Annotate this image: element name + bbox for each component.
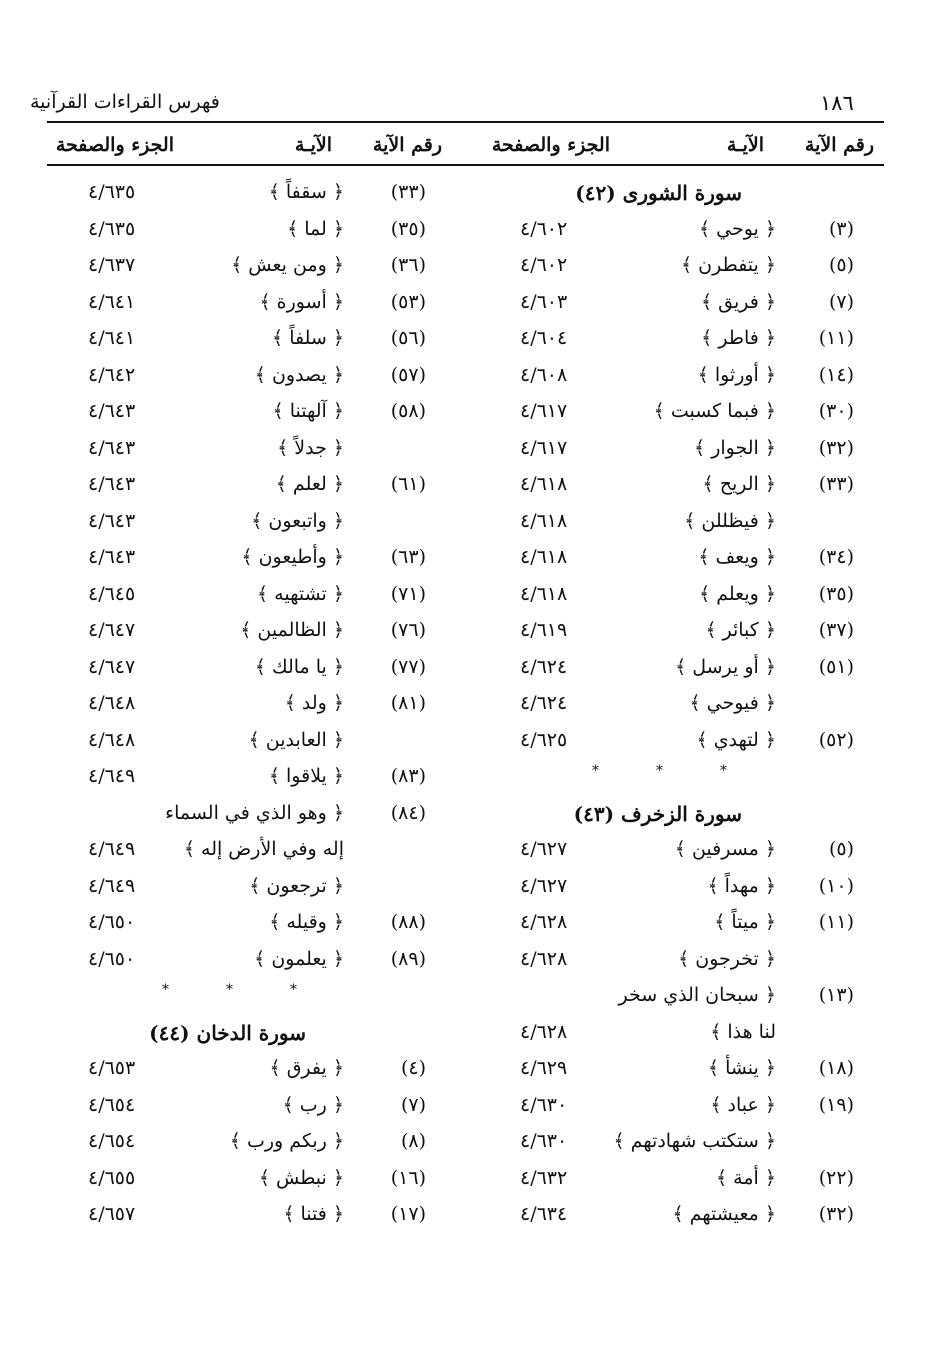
verse-number: (٧) bbox=[828, 290, 854, 313]
verse-text: ﴿ آلهتنا ﴾ bbox=[272, 400, 344, 422]
separator-asterisk: * bbox=[720, 763, 727, 779]
index-row bbox=[0, 364, 946, 398]
verse-number: (٥) bbox=[828, 838, 854, 860]
index-row bbox=[0, 948, 946, 982]
surah-heading-row bbox=[0, 1021, 946, 1055]
index-row bbox=[0, 327, 946, 361]
part-page-ref: ٤/٦٣٠ bbox=[520, 1093, 568, 1116]
verse-number: (٥٢) bbox=[818, 728, 854, 751]
verse-text: ﴿ سقفاً ﴾ bbox=[268, 181, 344, 203]
part-page-ref: ٤/٦٤٧ bbox=[88, 619, 136, 641]
part-page-ref: ٤/٦٢٨ bbox=[520, 911, 568, 933]
part-page-ref: ٤/٦٢٨ bbox=[520, 947, 568, 970]
verse-text: ﴿ تخرجون ﴾ bbox=[678, 947, 776, 970]
part-page-ref: ٤/٦٣٥ bbox=[88, 181, 136, 203]
verse-text: ﴿ ترجعون ﴾ bbox=[249, 874, 344, 897]
index-row bbox=[0, 1094, 946, 1128]
verse-text: ﴿ تشتهيه ﴾ bbox=[257, 582, 344, 605]
verse-number: (٨٣) bbox=[390, 765, 426, 787]
part-page-ref: ٤/٦٥٧ bbox=[88, 1203, 136, 1225]
verse-number: (٥٦) bbox=[390, 327, 426, 349]
verse-text: ﴿ يفرق ﴾ bbox=[269, 1057, 344, 1079]
verse-text: ﴿ يعلمون ﴾ bbox=[254, 947, 344, 970]
separator-asterisk: * bbox=[656, 763, 663, 779]
verse-text: ﴿ وأطيعون ﴾ bbox=[241, 546, 344, 568]
surah-title: سورة الزخرف (٤٣) bbox=[573, 801, 742, 826]
verse-text: ﴿ لما ﴾ bbox=[287, 217, 344, 240]
part-page-ref: ٤/٦٢٤ bbox=[520, 655, 568, 678]
part-page-ref: ٤/٦٠٢ bbox=[520, 217, 568, 240]
index-row bbox=[0, 911, 946, 945]
part-page-ref: ٤/٦٤٩ bbox=[88, 874, 136, 897]
verse-text: ﴿ سبحان الذي سخر bbox=[618, 984, 776, 1006]
part-page-ref: ٤/٦١٧ bbox=[520, 400, 568, 422]
index-row bbox=[0, 400, 946, 434]
part-page-ref: ٤/٦٢٨ bbox=[520, 1020, 568, 1043]
part-page-ref: ٤/٦٣٥ bbox=[88, 217, 136, 240]
verse-text: ﴿ فبما كسبت ﴾ bbox=[653, 400, 776, 422]
verse-number: (١٩) bbox=[818, 1093, 854, 1116]
col-header-part-page-left: الجزء والصفحة bbox=[55, 134, 174, 156]
index-row bbox=[0, 692, 946, 726]
verse-text: ﴿ ويعف ﴾ bbox=[698, 546, 776, 568]
verse-text: ﴿ وهو الذي في السماء bbox=[165, 801, 344, 824]
verse-text: ﴿ وقيله ﴾ bbox=[269, 911, 344, 933]
verse-number: (٨) bbox=[400, 1130, 426, 1152]
part-page-ref: ٤/٦٤١ bbox=[88, 290, 136, 313]
verse-text: ﴿ ربكم ورب ﴾ bbox=[229, 1130, 344, 1152]
surah-title: سورة الدخان (٤٤) bbox=[149, 1020, 306, 1045]
part-page-ref: ٤/٦٤٣ bbox=[88, 400, 136, 422]
index-row bbox=[0, 546, 946, 580]
verse-number: (١٧) bbox=[390, 1203, 426, 1225]
verse-number: (٦١) bbox=[390, 473, 426, 495]
part-page-ref: ٤/٦٤٥ bbox=[88, 582, 136, 605]
verse-number: (٨٩) bbox=[390, 947, 426, 970]
index-row bbox=[0, 1130, 946, 1164]
col-header-verse-right: الآيـة bbox=[726, 134, 764, 156]
part-page-ref: ٤/٦٢٧ bbox=[520, 838, 568, 860]
verse-text: ﴿ واتبعون ﴾ bbox=[251, 509, 344, 532]
verse-number: (٧٦) bbox=[390, 619, 426, 641]
separator-asterisk: * bbox=[162, 982, 169, 998]
verse-number: (٧) bbox=[400, 1093, 426, 1116]
index-row bbox=[0, 802, 946, 836]
verse-text: ﴿ مهداً ﴾ bbox=[707, 874, 776, 897]
index-row bbox=[0, 838, 946, 872]
verse-text: ﴿ فيظللن ﴾ bbox=[684, 509, 776, 532]
index-row bbox=[0, 583, 946, 617]
verse-text: ﴿ ميتاً ﴾ bbox=[714, 911, 776, 933]
verse-number: (٥٨) bbox=[390, 400, 426, 422]
verse-number: (٣٤) bbox=[818, 546, 854, 568]
verse-text: ﴿ أسورة ﴾ bbox=[259, 290, 344, 313]
verse-text: ﴿ أمة ﴾ bbox=[716, 1166, 776, 1189]
verse-text: لنا هذا ﴾ bbox=[710, 1020, 776, 1043]
verse-number: (٣٠) bbox=[818, 400, 854, 422]
index-row bbox=[0, 218, 946, 252]
part-page-ref: ٤/٦٠٢ bbox=[520, 254, 568, 276]
index-row bbox=[0, 473, 946, 507]
verse-number: (١٣) bbox=[818, 984, 854, 1006]
index-row bbox=[0, 181, 946, 215]
part-page-ref: ٤/٦٣٠ bbox=[520, 1130, 568, 1152]
verse-number: (٨٤) bbox=[390, 801, 426, 824]
part-page-ref: ٤/٦١٧ bbox=[520, 436, 568, 459]
running-title: فهرس القراءات القرآنية bbox=[30, 91, 220, 113]
separator-asterisk: * bbox=[290, 982, 297, 998]
verse-number: (١٤) bbox=[818, 363, 854, 386]
verse-text: ﴿ يتفطرن ﴾ bbox=[681, 254, 776, 276]
verse-number: (٣٣) bbox=[390, 181, 426, 203]
part-page-ref: ٤/٦٢٧ bbox=[520, 874, 568, 897]
col-header-verse-left: الآيـة bbox=[294, 134, 332, 156]
part-page-ref: ٤/٦٢٥ bbox=[520, 728, 568, 751]
verse-number: (٣٢) bbox=[818, 436, 854, 459]
verse-text: إله وفي الأرض إله ﴾ bbox=[183, 838, 344, 860]
separator-asterisk: * bbox=[592, 763, 599, 779]
part-page-ref: ٤/٦١٨ bbox=[520, 509, 568, 532]
verse-number: (٥) bbox=[828, 254, 854, 276]
part-page-ref: ٤/٦٣٧ bbox=[88, 254, 136, 276]
verse-text: ﴿ جدلاً ﴾ bbox=[277, 436, 344, 459]
separator-row bbox=[0, 984, 946, 1018]
col-header-part-page-right: الجزء والصفحة bbox=[491, 134, 610, 156]
index-row bbox=[0, 254, 946, 288]
part-page-ref: ٤/٦٣٢ bbox=[520, 1166, 568, 1189]
index-row bbox=[0, 291, 946, 325]
part-page-ref: ٤/٦٢٩ bbox=[520, 1057, 568, 1079]
part-page-ref: ٤/٦٠٣ bbox=[520, 290, 568, 313]
part-page-ref: ٤/٦١٨ bbox=[520, 582, 568, 605]
verse-text: ﴿ أورثوا ﴾ bbox=[697, 363, 776, 386]
verse-text: ﴿ ويعلم ﴾ bbox=[699, 582, 776, 605]
verse-number: (٣٥) bbox=[390, 217, 426, 240]
verse-text: ﴿ معيشتهم ﴾ bbox=[672, 1203, 776, 1225]
index-row bbox=[0, 656, 946, 690]
verse-text: ﴿ الظالمين ﴾ bbox=[240, 619, 344, 641]
verse-text: ﴿ يلاقوا ﴾ bbox=[268, 765, 344, 787]
col-header-verse-number-left: رقم الآية bbox=[372, 134, 442, 156]
index-row bbox=[0, 875, 946, 909]
verse-text: ﴿ فريق ﴾ bbox=[700, 290, 776, 313]
verse-text: ﴿ لتهدي ﴾ bbox=[696, 728, 776, 751]
verse-text: ﴿ أو يرسل ﴾ bbox=[675, 655, 776, 678]
part-page-ref: ٤/٦٤٢ bbox=[88, 363, 136, 386]
surah-title: سورة الشورى (٤٢) bbox=[575, 181, 742, 205]
verse-text: ﴿ الريح ﴾ bbox=[702, 473, 776, 495]
verse-number: (٨٨) bbox=[390, 911, 426, 933]
verse-text: ﴿ يا مالك ﴾ bbox=[254, 655, 344, 678]
verse-number: (٥١) bbox=[818, 655, 854, 678]
part-page-ref: ٤/٦٣٤ bbox=[520, 1203, 568, 1225]
part-page-ref: ٤/٦٤٧ bbox=[88, 655, 136, 678]
index-row bbox=[0, 765, 946, 799]
verse-text: ﴿ ومن يعش ﴾ bbox=[231, 254, 344, 276]
part-page-ref: ٤/٦٥٥ bbox=[88, 1166, 136, 1189]
index-row bbox=[0, 510, 946, 544]
separator-asterisk: * bbox=[226, 982, 233, 998]
verse-number: (١١) bbox=[818, 327, 854, 349]
verse-number: (٥٧) bbox=[390, 363, 426, 386]
verse-text: ﴿ العابدين ﴾ bbox=[248, 728, 344, 751]
verse-text: ﴿ يوحي ﴾ bbox=[698, 217, 776, 240]
index-row bbox=[0, 437, 946, 471]
part-page-ref: ٤/٦٤٣ bbox=[88, 509, 136, 532]
index-row bbox=[0, 1057, 946, 1091]
verse-number: (٥٣) bbox=[390, 290, 426, 313]
verse-number: (٧١) bbox=[390, 582, 426, 605]
verse-number: (٦٣) bbox=[390, 546, 426, 568]
index-row bbox=[0, 1203, 946, 1237]
column-header-rule bbox=[47, 164, 884, 166]
part-page-ref: ٤/٦٤٩ bbox=[88, 838, 136, 860]
verse-text: ﴿ ستكتب شهادتهم ﴾ bbox=[613, 1130, 776, 1152]
verse-text: ﴿ سلفاً ﴾ bbox=[272, 327, 344, 349]
part-page-ref: ٤/٦٤٨ bbox=[88, 692, 136, 714]
part-page-ref: ٤/٦٥٠ bbox=[88, 947, 136, 970]
verse-number: (١٦) bbox=[390, 1166, 426, 1189]
part-page-ref: ٤/٦٤٣ bbox=[88, 546, 136, 568]
verse-text: ﴿ يصدون ﴾ bbox=[254, 363, 344, 386]
part-page-ref: ٤/٦٥٤ bbox=[88, 1093, 136, 1116]
verse-number: (١٨) bbox=[818, 1057, 854, 1079]
verse-text: ﴿ ولد ﴾ bbox=[284, 692, 344, 714]
verse-number: (٣٦) bbox=[390, 254, 426, 276]
verse-number: (٣٣) bbox=[818, 473, 854, 495]
verse-text: ﴿ كبائر ﴾ bbox=[705, 619, 776, 641]
verse-number: (٧٧) bbox=[390, 655, 426, 678]
verse-number: (٤) bbox=[400, 1057, 426, 1079]
part-page-ref: ٤/٦٢٤ bbox=[520, 692, 568, 714]
verse-number: (٢٢) bbox=[818, 1166, 854, 1189]
part-page-ref: ٤/٦٠٤ bbox=[520, 327, 568, 349]
part-page-ref: ٤/٦٥٠ bbox=[88, 911, 136, 933]
part-page-ref: ٤/٦٥٤ bbox=[88, 1130, 136, 1152]
part-page-ref: ٤/٦٥٣ bbox=[88, 1057, 136, 1079]
part-page-ref: ٤/٦٤٣ bbox=[88, 473, 136, 495]
verse-number: (٣٥) bbox=[818, 582, 854, 605]
part-page-ref: ٤/٦١٨ bbox=[520, 546, 568, 568]
col-header-verse-number-right: رقم الآية bbox=[804, 134, 874, 156]
verse-text: ﴿ رب ﴾ bbox=[282, 1093, 344, 1116]
verse-number: (٨١) bbox=[390, 692, 426, 714]
verse-number: (١٠) bbox=[818, 874, 854, 897]
verse-text: ﴿ الجوار ﴾ bbox=[694, 436, 776, 459]
part-page-ref: ٤/٦٤١ bbox=[88, 327, 136, 349]
part-page-ref: ٤/٦٤٣ bbox=[88, 436, 136, 459]
header-rule bbox=[47, 121, 884, 123]
part-page-ref: ٤/٦١٨ bbox=[520, 473, 568, 495]
verse-text: ﴿ لعلم ﴾ bbox=[275, 473, 344, 495]
index-row bbox=[0, 619, 946, 653]
index-row bbox=[0, 1167, 946, 1201]
verse-number: (٣٢) bbox=[818, 1203, 854, 1225]
verse-text: ﴿ فيوحي ﴾ bbox=[689, 692, 776, 714]
verse-text: ﴿ مسرفين ﴾ bbox=[674, 838, 776, 860]
part-page-ref: ٤/٦١٩ bbox=[520, 619, 568, 641]
index-row bbox=[0, 729, 946, 763]
part-page-ref: ٤/٦٤٩ bbox=[88, 765, 136, 787]
page-number: ١٨٦ bbox=[820, 91, 854, 115]
verse-number: (١١) bbox=[818, 911, 854, 933]
verse-text: ﴿ ينشأ ﴾ bbox=[707, 1057, 776, 1079]
verse-text: ﴿ فتنا ﴾ bbox=[283, 1203, 344, 1225]
verse-text: ﴿ فاطر ﴾ bbox=[701, 327, 776, 349]
part-page-ref: ٤/٦٠٨ bbox=[520, 363, 568, 386]
verse-text: ﴿ نبطش ﴾ bbox=[258, 1166, 344, 1189]
part-page-ref: ٤/٦٤٨ bbox=[88, 728, 136, 751]
verse-number: (٣٧) bbox=[818, 619, 854, 641]
verse-text: ﴿ عباد ﴾ bbox=[710, 1093, 776, 1116]
verse-number: (٣) bbox=[828, 217, 854, 240]
